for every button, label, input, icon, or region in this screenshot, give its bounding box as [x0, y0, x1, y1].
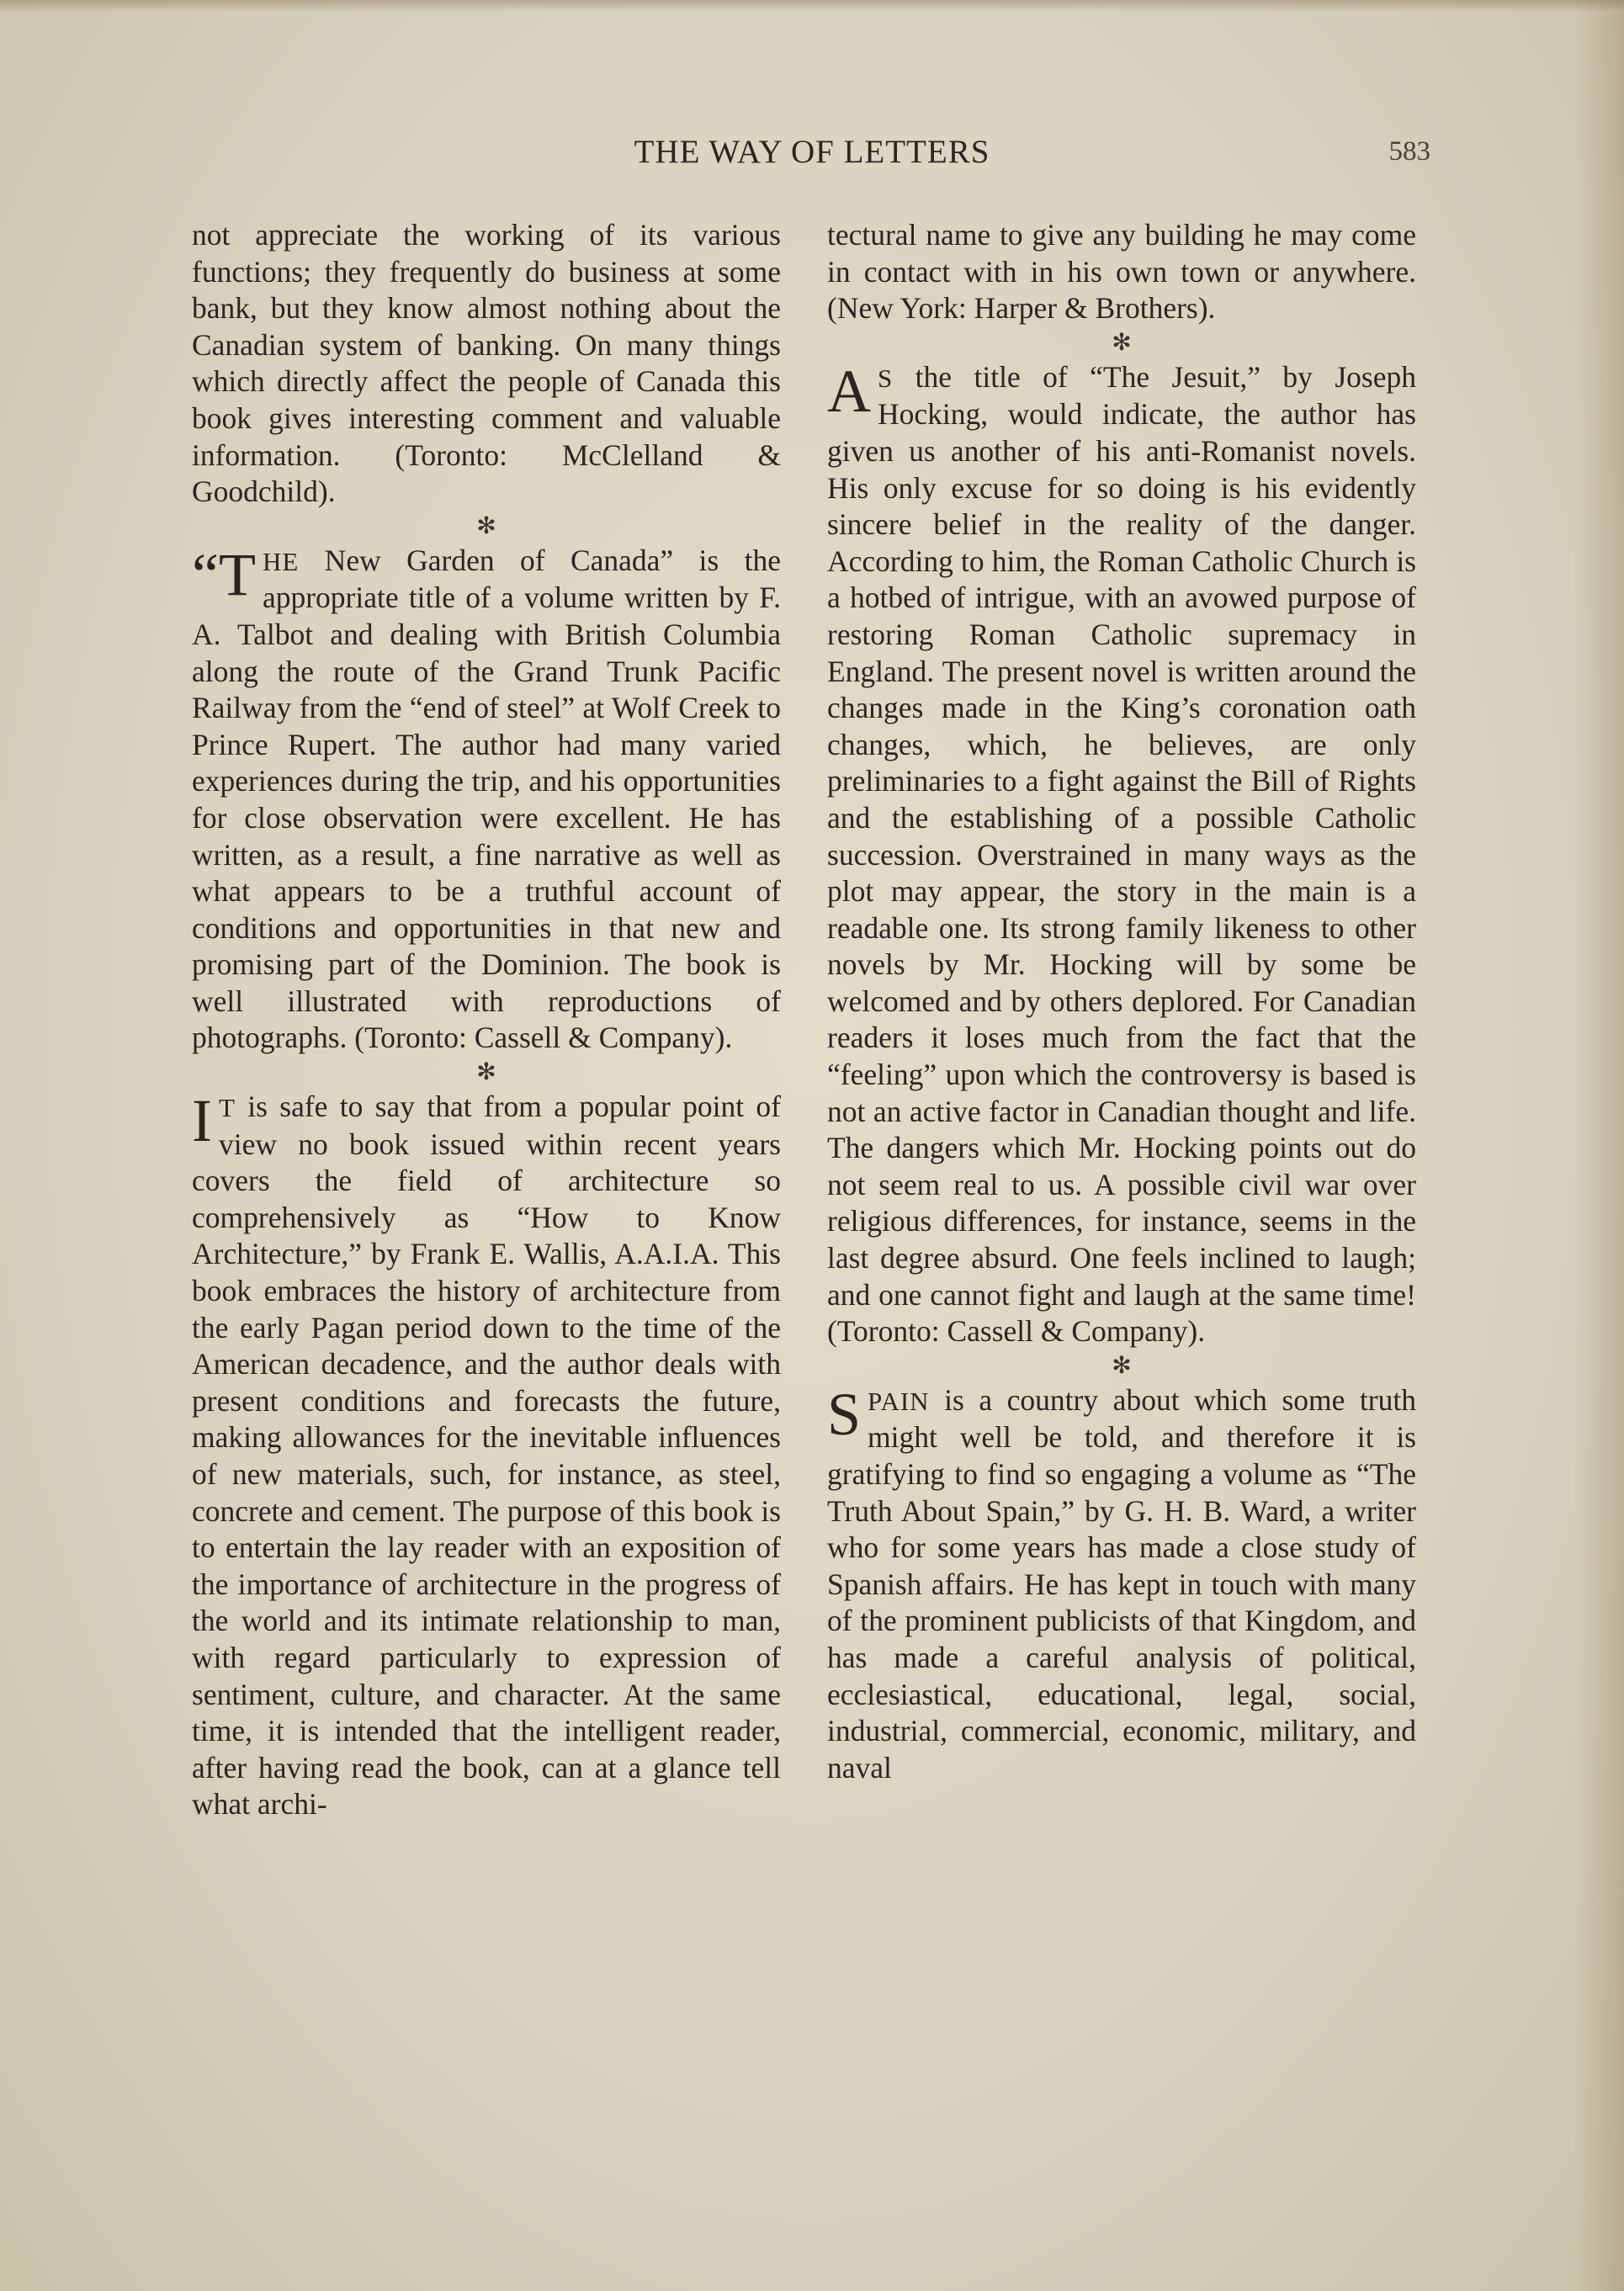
paragraph-body: is a country about which some truth might well be told, and therefore it is gratifying to find so engaging a volume as “The Truth About Spain,” by G. H. B. Ward, a writer who for some years has made a close study of Spanish affairs. He has kept in touch with many of the prominent publicists of that Kingdom, and has made a careful analysis of political, ecclesiastical, educational, legal, social, industrial, commercial, economic, military, and naval [827, 1382, 1416, 1785]
drop-cap-i: I [192, 1087, 212, 1155]
right-paragraph-2 [827, 359, 1416, 1350]
page-number: 583 [1388, 136, 1430, 167]
paragraph-body: is safe to say that from a popular point of view no book issued within recent years covers the field of architecture so comprehensively as “How to Know Architecture,” by Frank E. Wallis, A.A.I.A. This book embraces the history of architecture from the early Pagan period down to the time of the American decadence, and the author deals with present conditions and forecasts the future, making allowances for the inevitable influences of new materials, such, for instance, as steel, concrete and cement. The purpose of this book is to entertain the lay reader with an exposition of the importance of architecture in the progress of the world and its intimate relationship to man, with regard particularly to expression of sentiment, culture, and character. At the same time, it is intended that the intelligent reader, after having read the book, can at a glance tell what archi- [192, 1090, 781, 1822]
right-paragraph-1: tectural name to give any building he may come in contact with in his own town or anywhere. (New York: Harper & Brothers). [827, 218, 1416, 326]
drop-cap-a: A [827, 357, 871, 425]
paragraph-body: New Garden of Canada” is the appropriate title of a volume written by F. A. Talbot and dealing with British Columbia along the route of the Grand Trunk Pacific Railway from the “end of steel” at Wolf Creek to Prince Rupert. The author had many varied experiences during the trip, and his opportunities for close observation were excellent. He has written, as a result, a fine narrative as well as what appears to be a truthful account of conditions and opportunities in that new and promising part of the Dominion. The book is well illustrated with reproductions of photographs. (Toronto: Cassell & Company). [192, 543, 781, 1055]
small-caps-lead: PAIN [868, 1386, 930, 1416]
left-column [192, 217, 781, 1823]
drop-cap-t: T [218, 540, 256, 608]
opening-quote: “ [192, 540, 219, 608]
small-caps-lead: T [218, 1093, 236, 1123]
small-caps-lead: S [878, 363, 894, 393]
section-divider-star: ✻ [1112, 1352, 1132, 1379]
drop-cap-s: S [827, 1380, 862, 1448]
small-caps-lead: HE [262, 546, 300, 576]
running-title: THE WAY OF LETTERS [634, 134, 990, 170]
left-paragraph-3 [192, 1089, 781, 1823]
left-paragraph-1: not appreciate the working of its various functions; they frequently do business at some bank, but they know almost nothing about the Canadian system of banking. On many things which directly affect the people of Canada this book gives interesting comment and valuable information. (Toronto: McClelland & Goodchild). [192, 218, 781, 509]
page-right-edge [1574, 0, 1624, 2291]
paragraph-body: the title of “The Jesuit,” by Joseph Hocking, would indicate, the author has given us another of his anti-Romanist novels. His only excuse for so doing is his evidently sincere belief in the reality of the danger. According to him, the Roman Catholic Church is a hotbed of intrigue, with an avowed purpose of restoring Roman Catholic supremacy in England. The present novel is written around the changes made in the King’s coronation oath changes, which, he believes, are only preliminaries to a fight against the Bill of Rights and the establishing of a possible Catholic succession. Overstrained in many ways as the plot may appear, the story in the main is a readable one. Its strong family likeness to other novels by Mr. Hocking will by some be welcomed and by others deplored. For Canadian readers it loses much from the fact that the “feeling” upon which the controversy is based is not an active factor in Canadian thought and life. The dangers which Mr. Hocking points out do not seem real to us. A possible civil war over religious differences, for instance, seems in the last degree absurd. One feels inclined to laugh; and one cannot fight and laugh at the same time! (Toronto: Cassell & Company). [827, 359, 1416, 1349]
right-paragraph-3 [827, 1382, 1416, 1787]
right-column [827, 217, 1416, 1786]
section-divider-star: ✻ [476, 1059, 496, 1086]
page-header [194, 133, 1430, 183]
drop-cap-letter [192, 540, 256, 608]
page-top-edge [0, 0, 1624, 12]
section-divider-star: ✻ [476, 512, 496, 539]
section-divider-star: ✻ [1112, 329, 1132, 356]
left-paragraph-2 [192, 540, 781, 1057]
